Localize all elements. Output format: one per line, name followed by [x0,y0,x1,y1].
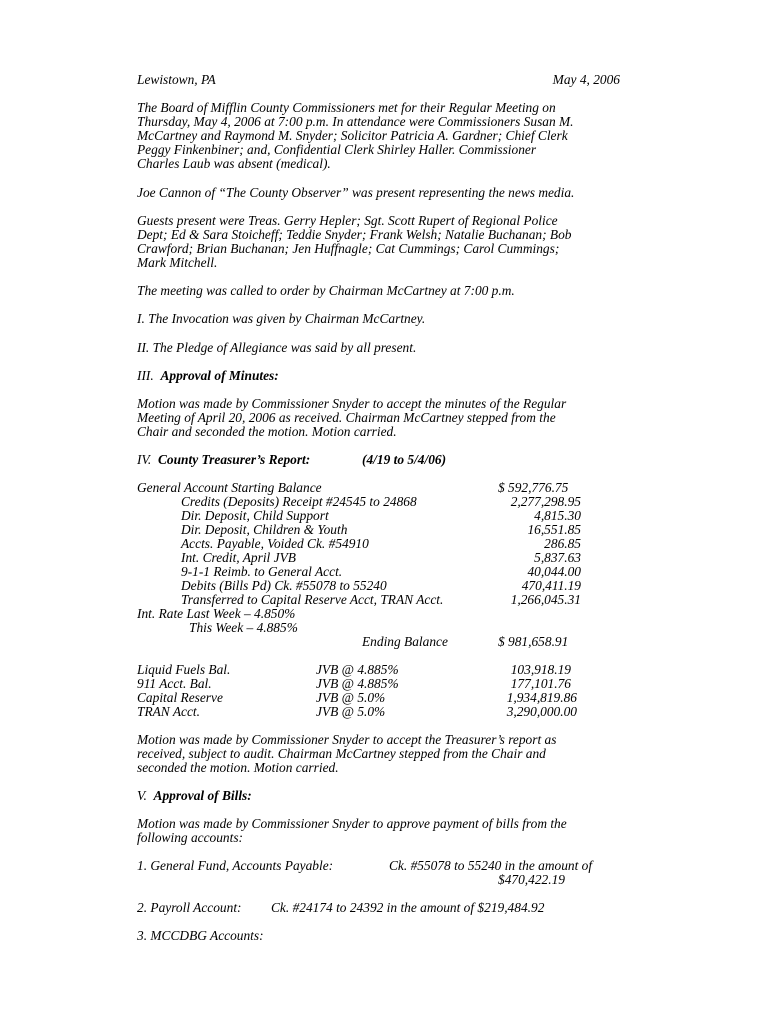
bills-motion-line: following accounts: [137,830,244,845]
ledger-item-value: 5,837.63 [534,550,581,565]
ledger-item-value: 16,551.85 [527,522,581,537]
account-name: TRAN Acct. [137,704,200,719]
ledger-item-value: 40,044.00 [527,564,581,579]
bills-item-2-text: Ck. #24174 to 24392 in the amount of $219,484.92 [271,900,545,915]
intro-line: Thursday, May 4, 2006 at 7:00 p.m. In attendance were Commissioners Susan M. [137,114,574,129]
ledger-item-label: Dir. Deposit, Child Support [181,508,329,523]
minutes-heading [137,369,279,383]
account-rate: JVB @ 5.0% [316,704,386,719]
ledger-item-label: Transferred to Capital Reserve Acct, TRAN Acct. [181,592,444,607]
minutes-number: III. [137,368,154,383]
ledger-item-value: 470,411.19 [521,578,581,593]
bills-heading [137,789,252,803]
pledge-item: II. The Pledge of Allegiance was said by all present. [137,340,417,355]
ending-balance-value: $ 981,658.91 [498,634,569,649]
bills-item-1-text: Ck. #55078 to 55240 in the amount of [389,858,593,873]
bills-title: Approval of Bills: [153,788,252,803]
header-date: May 4, 2006 [552,72,620,87]
account-name: 911 Acct. Bal. [137,676,212,691]
ledger-item-label: 9-1-1 Reimb. to General Acct. [181,564,343,579]
ledger-item-value: 4,815.30 [534,508,581,523]
intro-line: The Board of Mifflin County Commissioners met for their Regular Meeting on [137,100,556,115]
account-rate: JVB @ 4.885% [316,676,399,691]
bills-item-2-label: 2. Payroll Account: [137,900,242,915]
ledger-item-label: Credits (Deposits) Receipt #24545 to 24868 [181,494,417,509]
ledger-item-value: 286.85 [544,536,581,551]
guests-line: Crawford; Brian Buchanan; Jen Huffnagle; Cat Cummings; Carol Cummings; [137,241,560,256]
bills-motion-line: Motion was made by Commissioner Snyder to approve payment of bills from the [137,816,567,831]
minutes-title: Approval of Minutes: [160,368,279,383]
ledger-item-value: 1,266,045.31 [510,592,581,607]
minutes-line: Meeting of April 20, 2006 as received. Chairman McCartney stepped from the [137,410,556,425]
ledger-item-label: Debits (Bills Pd) Ck. #55078 to 55240 [181,578,387,593]
intro-line: Charles Laub was absent (medical). [137,156,331,171]
ledger-item-label: Dir. Deposit, Children & Youth [181,522,348,537]
bills-item-1-label: 1. General Fund, Accounts Payable: [137,858,334,873]
treasurer-title: County Treasurer’s Report: [157,452,311,467]
ledger-item-label: Accts. Payable, Voided Ck. #54910 [181,536,369,551]
account-rate: JVB @ 4.885% [316,662,399,677]
bills-item-1-amount: $470,422.19 [498,872,565,887]
account-value: 177,101.76 [510,676,571,691]
account-rate: JVB @ 5.0% [316,690,386,705]
treasurer-motion-line: Motion was made by Commissioner Snyder to accept the Treasurer’s report as [137,732,557,747]
starting-balance-value: $ 592,776.75 [498,480,569,495]
intro-line: Peggy Finkenbiner; and, Confidential Clerk Shirley Haller. Commissioner [137,142,537,157]
bills-number: V. [137,788,147,803]
bills-item-3-label: 3. MCCDBG Accounts: [137,928,264,943]
account-name: Liquid Fuels Bal. [137,662,231,677]
treasurer-heading [137,453,310,467]
ledger-item-label: Int. Credit, April JVB [181,550,296,565]
rate-this-week: This Week – 4.885% [189,620,298,635]
rate-last-week: Int. Rate Last Week – 4.850% [137,606,296,621]
account-value: 103,918.19 [510,662,571,677]
header-location: Lewistown, PA [137,72,216,87]
intro-line: McCartney and Raymond M. Snyder; Solicitor Patricia A. Gardner; Chief Clerk [137,128,568,143]
invocation-item: I. The Invocation was given by Chairman McCartney. [137,311,426,326]
media-paragraph: Joe Cannon of “The County Observer” was present representing the news media. [137,185,575,200]
minutes-line: Chair and seconded the motion. Motion carried. [137,424,397,439]
treasurer-number: IV. [137,452,152,467]
account-name: Capital Reserve [137,690,223,705]
account-value: 1,934,819.86 [506,690,577,705]
ending-balance-label: Ending Balance [362,634,448,649]
minutes-line: Motion was made by Commissioner Snyder to accept the minutes of the Regular [137,396,567,411]
guests-line: Mark Mitchell. [137,255,218,270]
guests-line: Guests present were Treas. Gerry Hepler; Sgt. Scott Rupert of Regional Police [137,213,558,228]
treasurer-motion-line: received, subject to audit. Chairman McCartney stepped from the Chair and [137,746,546,761]
treasurer-motion-line: seconded the motion. Motion carried. [137,760,339,775]
treasurer-period: (4/19 to 5/4/06) [362,452,447,467]
guests-line: Dept; Ed & Sara Stoicheff; Teddie Snyder; Frank Welsh; Natalie Buchanan; Bob [137,227,572,242]
call-to-order: The meeting was called to order by Chairman McCartney at 7:00 p.m. [137,283,515,298]
account-value: 3,290,000.00 [506,704,577,719]
starting-balance-label: General Account Starting Balance [137,480,322,495]
ledger-item-value: 2,277,298.95 [510,494,581,509]
